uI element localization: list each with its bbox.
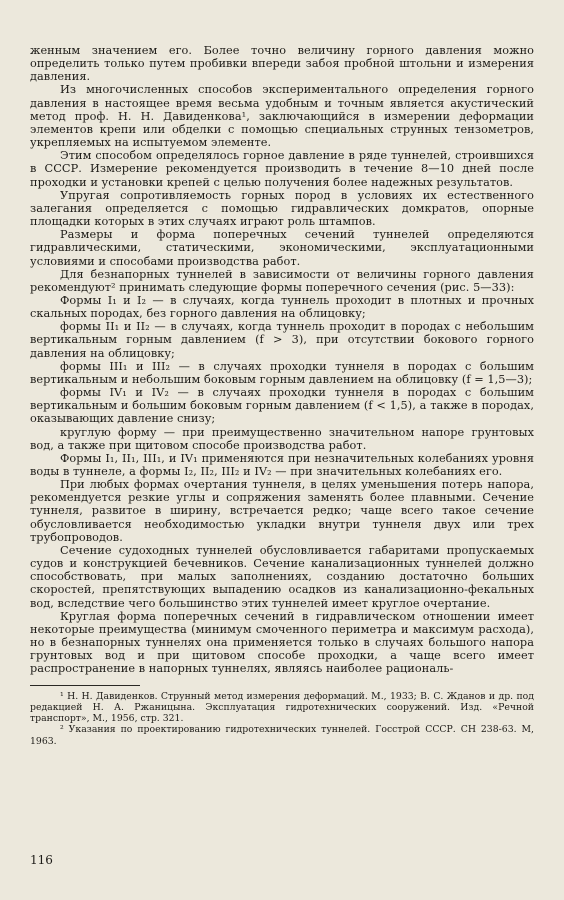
paragraph-round-form: круглую форму — при преимущественно значительном напоре грунтовых вод, а также при щитовом способе производства работ. [30,425,534,452]
footnotes [30,691,534,747]
body-text [30,44,534,676]
paragraph-forms-1: Формы I₁ и I₂ — в случаях, когда туннель проходит в плотных и прочных скальных породах, без горного давления на облицовку; [30,293,534,321]
paragraph-head-losses: При любых формах очертания туннеля, в целях уменьшения потерь напора, рекомендуется резкие углы и сопряжения заменять более плавными. Сечение туннеля, развитое в ширину, встречается редко; чаще всего такое сечение обусловливается необходимостью укладки внутри туннеля двух или трех трубопроводов. [30,478,534,544]
paragraph-free-flow-tunnels: Для безнапорных туннелей в зависимости от величины горного давления рекомендуют² принимать следующие формы поперечного сечения (рис. 5—33): [30,267,534,294]
paragraph-round-cross-section: Круглая форма поперечных сечений в гидравлическом отношении имеет некоторые преимущества (минимум смоченного периметра и максимум расхода), но в безнапорных туннелях она применяется только в случаях большого напора грунтовых вод и при щитовом способе проходки, а чаще всего имеет распространение в напорных туннелях, являясь наиболее рациональ- [30,609,534,676]
paragraph-measurement: Этим способом определялось горное давление в ряде туннелей, строившихся в СССР. Измерение рекомендуется производить в течение 8—10 дней после проходки и установки крепей с целью получения более надежных результатов. [30,149,534,189]
paragraph-forms-3: формы III₁ и III₂ — в случаях проходки туннеля в породах с большим вертикальным и небольшим боковым горным давлением на облицовку (f = 1,5—3); [30,359,534,386]
footnote-1: ¹ Н. Н. Давиденков. Струнный метод измерения деформаций. М., 1933; В. С. Жданов и др. под редакцией Н. А. Ржаницына. Эксплуатация гидротехнических сооружений. Изд. «Речной транспорт», М., 1956, стр. 321. [30,690,534,725]
paragraph-cross-section-size: Размеры и форма поперечных сечений туннелей определяются гидравлическими, статическими, экономическими, эксплуатационными условиями и способами производства работ. [30,228,534,268]
page-number: 116 [30,853,53,867]
footnote-divider [30,685,140,686]
paragraph-forms-2: формы II₁ и II₂ — в случаях, когда туннель проходит в породах с небольшим вертикальным горным давлением (f > 3), при отсутствии бокового горного давления на облицовку; [30,320,534,360]
footnote-2: ² Указания по проектированию гидротехнических туннелей. Госстрой СССР. СН 238-63. М, 1963. [30,724,534,747]
paragraph-acoustic-method: Из многочисленных способов экспериментального определения горного давления в настоящее время весьма удобным и точным является акустический метод проф. Н. Н. Давиденкова¹, заключающийся в измерении деформации элементов крепи или обделки с помощью специальных струнных тензометров, укрепляемых на испытуемом элементе. [30,83,534,150]
paragraph-navigation-tunnels: Сечение судоходных туннелей обусловливается габаритами пропускаемых судов и конструкцией бечевников. Сечение канализационных туннелей должно способствовать, при малых заполнениях, созданию достаточно больших скоростей, препятствующих выпадению осадков из канализационно-фекальных вод, вследствие чего большинство этих туннелей имеет круглое очертание. [30,543,534,610]
paragraph-continued: женным значением его. Более точно величину горного давления можно определить только путем пробивки впереди забоя пробной штольни и измерения давления. [30,44,534,84]
paragraph-water-level: Формы I₁, II₁, III₁, и IV₁ применяются при незначительных колебаниях уровня воды в туннеле, а формы I₂, II₂, III₂ и IV₂ — при значительных колебаниях его. [30,451,534,478]
paragraph-elastic-resistance: Упругая сопротивляемость горных пород в условиях их естественного залегания определяется с помощью гидравлических домкратов, опорные площадки которых в этих случаях играют роль штампов. [30,188,534,229]
paragraph-forms-4: формы IV₁ и IV₂ — в случаях проходки туннеля в породах с большим вертикальным и большим боковым горным давлением (f < 1,5), а также в породах, оказывающих давление снизу; [30,386,534,426]
